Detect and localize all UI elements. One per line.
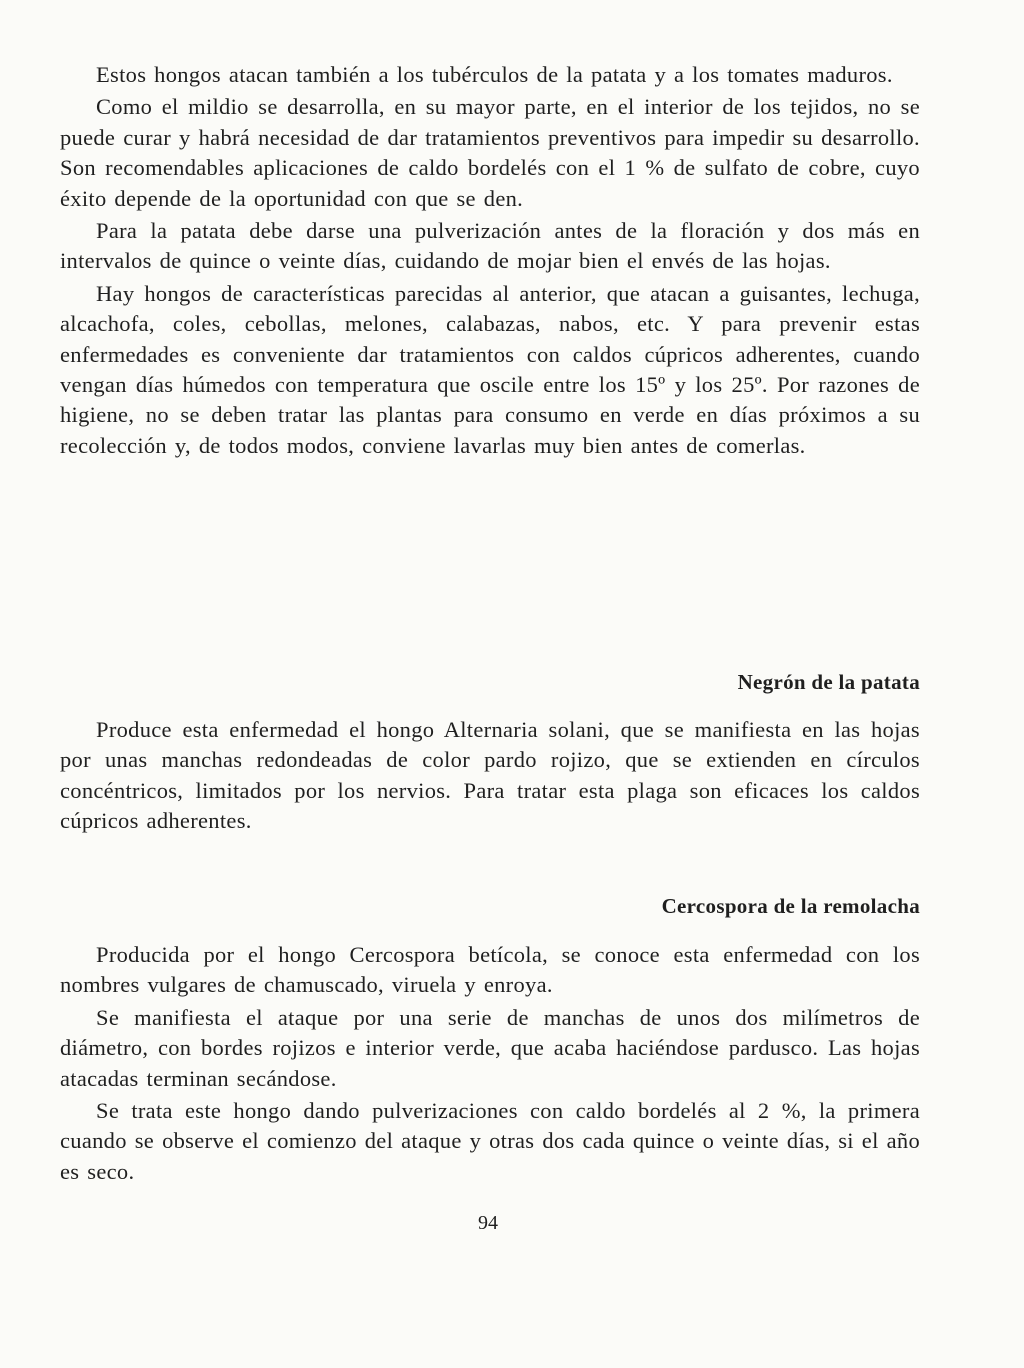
paragraph: Hay hongos de características parecidas al anterior, que atacan a guisantes, lechuga, alcachofa, coles, cebollas, melones, calabazas, nabos, etc. Y para prevenir estas enfermedades es conveniente dar tratamientos con caldos cúpricos adherentes, cuando vengan días húmedos con temperatura que oscile entre los 15º y los 25º. Por razones de higiene, no se deben tratar las plantas para consumo en verde en días próximos a su recolección y, de todos modos, conviene lavarlas muy bien antes de comerlas.	[60, 280, 920, 458]
negron-text-block	[60, 715, 920, 839]
paragraph: Producida por el hongo Cercospora betícola, se conoce esta enfermedad con los nombres vulgares de chamuscado, viruela y enroya.	[60, 942, 920, 998]
paragraph: Estos hongos atacan también a los tubérculos de la patata y a los tomates maduros.	[96, 62, 893, 87]
intro-text-block	[60, 60, 920, 463]
section-heading-negron: Negrón de la patata	[737, 670, 920, 694]
paragraph: Para la patata debe darse una pulverización antes de la floración y dos más en intervalos de quince o veinte días, cuidando de mojar bien el envés de las hojas.	[60, 218, 920, 274]
section-heading-cercospora: Cercospora de la remolacha	[661, 894, 920, 918]
cercospora-text-block	[60, 940, 920, 1189]
paragraph: Se trata este hongo dando pulverizaciones con caldo bordelés al 2 %, la primera cuando se observe el comienzo del ataque y otras dos cada quince o veinte días, si el año es seco.	[60, 1098, 920, 1184]
paragraph: Se manifiesta el ataque por una serie de manchas de unos dos milímetros de diámetro, con bordes rojizos e interior verde, que acaba haciéndose pardusco. Las hojas atacadas terminan secándose.	[60, 1004, 920, 1091]
page-number: 94	[478, 1212, 498, 1234]
paragraph: Como el mildio se desarrolla, en su mayor parte, en el interior de los tejidos, no se puede curar y habrá necesidad de dar tratamientos preventivos para impedir su desarrollo. Son recomendables aplicaciones de caldo bordelés con el 1 % de sulfato de cobre, cuyo éxito depende de la oportunidad con que se den.	[60, 94, 920, 211]
paragraph: Produce esta enfermedad el hongo Alternaria solani, que se manifiesta en las hojas por unas manchas redondeadas de color pardo rojizo, que se extienden en círculos concéntricos, limitados por los nervios. Para tratar esta plaga son eficaces los caldos cúpricos adherentes.	[60, 717, 920, 834]
